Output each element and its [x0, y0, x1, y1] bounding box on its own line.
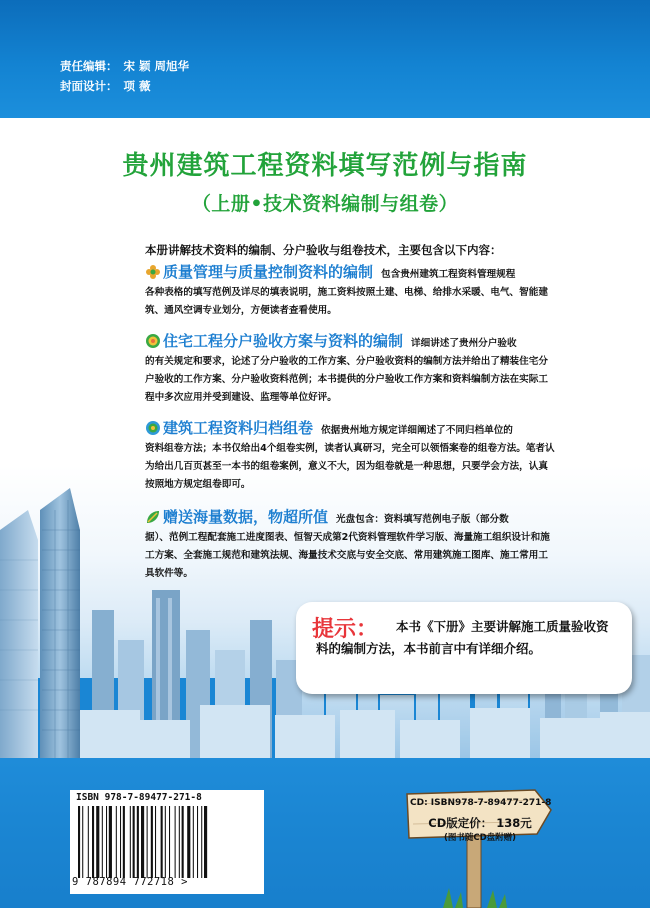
credits: [60, 56, 201, 96]
book-subtitle: （上册•技术资料编制与组卷）: [191, 193, 459, 215]
flower-bullet-icon: [145, 264, 161, 280]
credit-key: 责任编辑：: [60, 59, 118, 73]
section-title: 赠送海量数据，物超所值: [163, 508, 329, 526]
credit-key: 封面设计：: [60, 79, 118, 93]
cd-price: CD版定价： 138元: [428, 816, 532, 830]
section-title: 建筑工程资料归档组卷: [163, 419, 314, 437]
section-lead: 包含贵州建筑工程资料管理规程: [381, 269, 516, 280]
barcode-bars: [76, 806, 258, 878]
tip-text-wrap: [316, 616, 616, 660]
section-body: 资料组卷方法；本书仅给出4个组卷实例，读者认真研习，完全可以领悟案卷的组卷方法。笔者认为给出几百页甚至一本书的组卷案例，意义不大，因为组卷就是一种思想，只要学会方法，认真按照地方规定组卷即可。: [145, 443, 555, 490]
section-body: 据）、范例工程配套施工进度图表、恒智天成第2代资料管理软件学习版、海量施工组织设计和施工方案、全套施工规范和建筑法规、海量技术交底与安全交底、常用建筑施工图库、施工常用工具软件等。: [145, 532, 550, 579]
section-lead: 依据贵州地方规定详细阐述了不同归档单位的: [321, 425, 513, 436]
cd-note: (图书随CD盘附赠): [443, 833, 517, 843]
tip-text: 本书《下册》主要讲解施工质量验收资料的编制方法，本书前言中有详细介绍。: [316, 619, 609, 656]
barcode: [70, 790, 264, 894]
section-lead: 详细讲述了贵州分户验收: [411, 338, 517, 349]
section-archive-filing: [145, 419, 555, 494]
section-household-acceptance: [145, 332, 555, 407]
isbn-digits: 9 787894 772718 >: [72, 876, 188, 888]
section-lead: 光盘包含：资料填写范例电子版（部分数: [336, 514, 509, 525]
tip-label: 提示：: [312, 617, 379, 642]
leaf-bullet-icon: [145, 509, 161, 525]
credit-value: 宋 颖 周旭华: [123, 59, 190, 73]
credit-value: 项 薇: [123, 79, 151, 93]
section-title: 住宅工程分户验收方案与资料的编制: [163, 332, 404, 350]
credit-editor: [60, 56, 201, 76]
swirl-bullet-icon: [145, 333, 161, 349]
credit-designer: [60, 76, 201, 96]
book-title: 贵州建筑工程资料填写范例与指南: [122, 151, 528, 181]
intro-text: 本册讲解技术资料的编制、分户验收与组卷技术，主要包含以下内容：: [145, 243, 502, 257]
isbn-label: ISBN 978-7-89477-271-8: [76, 792, 202, 803]
section-bonus-data: [145, 508, 555, 583]
swirl-bullet-icon: [145, 420, 161, 436]
section-body: 各种表格的填写范例及详尽的填表说明，施工资料按照土建、电梯、给排水采暖、电气、智能建筑、通风空调专业划分，方便读者查看使用。: [145, 287, 548, 316]
section-quality-management: [145, 263, 555, 320]
tip-box: [296, 602, 632, 694]
section-body: 的有关规定和要求，论述了分户验收的工作方案、分户验收资料的编制方法并给出了精装住宅分户验收的工作方案、分户验收资料范例；本书提供的分户验收工作方案和资料编制方法在实际工程中多次应用并受到建设、监理等单位好评。: [145, 356, 548, 403]
cd-isbn: CD: ISBN978-7-89477-271-8: [410, 798, 552, 808]
section-title: 质量管理与质量控制资料的编制: [163, 263, 374, 281]
